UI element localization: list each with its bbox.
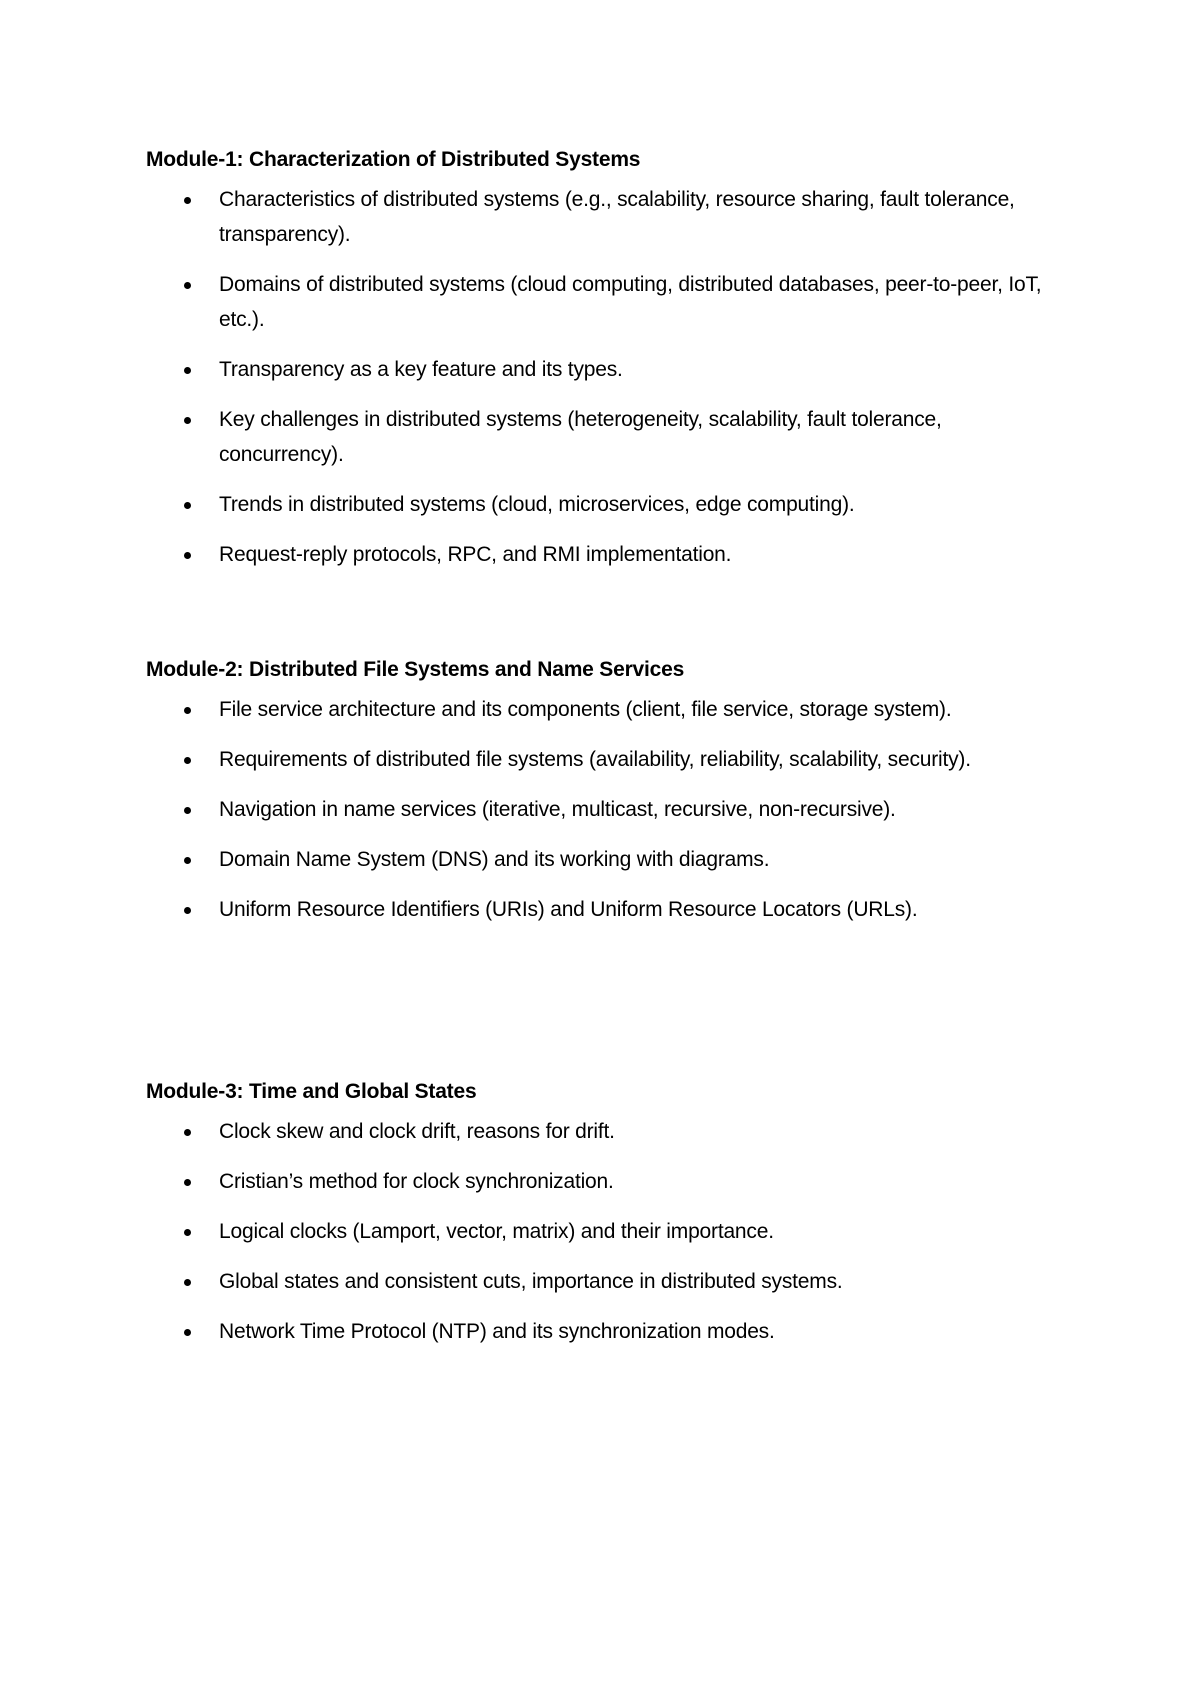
list-item	[146, 352, 1066, 387]
list-item-text: Uniform Resource Identifiers (URIs) and Uniform Resource Locators (URLs).	[219, 898, 918, 921]
list-item	[146, 182, 1066, 252]
bullet-icon	[184, 1179, 191, 1186]
list-item	[146, 1314, 1066, 1349]
list-item	[146, 537, 1066, 572]
list-item	[146, 892, 1066, 927]
bullet-icon	[184, 1129, 191, 1136]
bullet-icon	[184, 367, 191, 374]
bullet-icon	[184, 197, 191, 204]
bullet-icon	[184, 907, 191, 914]
bullet-icon	[184, 807, 191, 814]
list-item-text: Transparency as a key feature and its types.	[219, 358, 623, 381]
list-item	[146, 267, 1066, 337]
list-item-text: Domains of distributed systems (cloud computing, distributed databases, peer-to-peer, IoT, etc.).	[219, 273, 1042, 331]
list-item	[146, 1214, 1066, 1249]
list-item-text: File service architecture and its components (client, file service, storage system).	[219, 698, 952, 721]
module-2-heading: Module-2: Distributed File Systems and Name Services	[146, 658, 685, 681]
bullet-icon	[184, 757, 191, 764]
list-item-text: Key challenges in distributed systems (heterogeneity, scalability, fault tolerance, concurrency).	[219, 408, 942, 466]
list-item-text: Cristian’s method for clock synchronization.	[219, 1170, 614, 1193]
module-3-heading: Module-3: Time and Global States	[146, 1080, 477, 1103]
list-item	[146, 792, 1066, 827]
bullet-icon	[184, 1279, 191, 1286]
list-item	[146, 1114, 1066, 1149]
bullet-icon	[184, 502, 191, 509]
list-item	[146, 1264, 1066, 1299]
module-1-heading: Module-1: Characterization of Distributed Systems	[146, 148, 641, 171]
list-item-text: Characteristics of distributed systems (e.g., scalability, resource sharing, fault tolerance, transparency).	[219, 188, 1015, 246]
list-item-text: Trends in distributed systems (cloud, microservices, edge computing).	[219, 493, 855, 516]
module-1-section	[146, 146, 1066, 587]
list-item-text: Network Time Protocol (NTP) and its synchronization modes.	[219, 1320, 775, 1343]
bullet-icon	[184, 1329, 191, 1336]
bullet-icon	[184, 417, 191, 424]
list-item	[146, 742, 1066, 777]
bullet-icon	[184, 857, 191, 864]
module-2-list	[146, 692, 1066, 927]
list-item-text: Clock skew and clock drift, reasons for drift.	[219, 1120, 615, 1143]
module-3-section	[146, 1078, 1066, 1364]
bullet-icon	[184, 1229, 191, 1236]
list-item-text: Domain Name System (DNS) and its working with diagrams.	[219, 848, 770, 871]
module-2-section	[146, 656, 1066, 942]
list-item	[146, 842, 1066, 877]
bullet-icon	[184, 707, 191, 714]
list-item	[146, 1164, 1066, 1199]
list-item-text: Requirements of distributed file systems (availability, reliability, scalability, security).	[219, 748, 971, 771]
module-3-list	[146, 1114, 1066, 1349]
list-item	[146, 487, 1066, 522]
module-1-list	[146, 182, 1066, 572]
list-item-text: Request-reply protocols, RPC, and RMI implementation.	[219, 543, 732, 566]
bullet-icon	[184, 282, 191, 289]
list-item-text: Logical clocks (Lamport, vector, matrix) and their importance.	[219, 1220, 774, 1243]
list-item	[146, 692, 1066, 727]
list-item	[146, 402, 1066, 472]
list-item-text: Global states and consistent cuts, importance in distributed systems.	[219, 1270, 843, 1293]
list-item-text: Navigation in name services (iterative, multicast, recursive, non-recursive).	[219, 798, 896, 821]
bullet-icon	[184, 552, 191, 559]
